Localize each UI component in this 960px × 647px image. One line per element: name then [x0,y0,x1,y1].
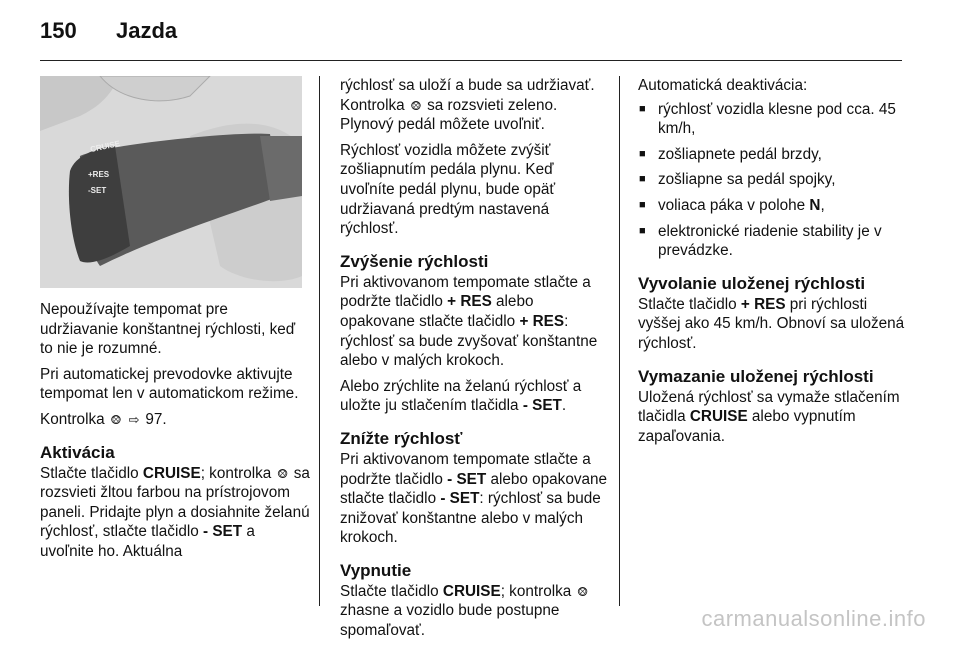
paragraph-continue [340,76,610,135]
paragraph-increase-pedal: Rýchlosť vozidla môžete zvýšiť zošliapnutím pedála plynu. Keď uvoľníte pedál plynu, bude opäť udržiavaná predtým nastavená rýchlosť. [340,141,556,238]
cruise-control-icon: ⨷ [410,97,422,113]
list-item: ■ zošliapne sa pedál spojky, [638,170,908,190]
text: a uvoľnite ho. Aktuálna [40,523,255,560]
indicator-ref-text: Kontrolka [40,410,105,428]
paragraph-vymazanie [638,388,908,447]
text: alebo vypnutím zapaľovania. [638,408,856,445]
list-item: ■ zošliapnete pedál brzdy, [638,145,908,165]
text: sa rozsvieti zeleno. Plynový pedál môžete uvoľniť. [340,96,558,134]
button-name-cruise: CRUISE [442,582,501,600]
text: , [820,196,825,214]
cruise-control-icon: ⨷ [110,411,122,427]
paragraph-aktivacia [40,464,310,562]
heading-vymazanie: Vymazanie uloženej rýchlosti [638,366,874,386]
text: zhasne a vozidlo bude postupne spomaľovať. [340,602,560,640]
deactivation-list [638,100,908,261]
button-name-res: + RES [740,295,786,313]
list-item [638,196,908,216]
watermark: carmanualsonline.info [701,606,926,631]
paragraph-znizte [340,450,610,548]
lever-drawing [40,76,302,288]
paragraph-indicator-ref [40,410,310,430]
cruise-control-icon: ⨷ [577,583,588,599]
text: Uložená rýchlosť sa vymaže stlačením tlačidla [638,388,900,426]
paragraph-intro: Nepoužívajte tempomat pre udržiavanie konštantnej rýchlosti, keď to nie je rozumné. [40,301,296,358]
button-name-res: + RES [447,293,492,311]
heading-vypnutie: Vypnutie [340,560,412,580]
text: voliaca páka v polohe [658,196,806,214]
column-1 [40,300,310,568]
text: : rýchlosť sa bude zvyšovať konštantne alebo v malých krokoch. [340,312,598,370]
button-name-cruise: CRUISE [142,464,201,482]
text: Alebo zrýchlite na želanú rýchlosť a uložte ju stlačením tlačidla [340,377,582,415]
gear-position-n: N [809,196,821,214]
column-divider [619,76,620,606]
page-ref-number: 97. [145,410,167,428]
page-number: 150 [40,18,77,43]
heading-znizte: Znížte rýchlosť [340,428,463,448]
lever-label-cruise: CRUISE [89,138,121,155]
button-name-cruise: CRUISE [689,408,748,426]
text: alebo opakovane stlačte tlačidlo [340,293,534,330]
page-title: Jazda [116,18,178,43]
button-name-set: - SET [440,490,480,508]
list-item: ■ elektronické riadenie stability je v prevádzke. [638,222,908,261]
lever-label-res: +RES [88,170,110,179]
text: Pri aktivovanom tempomate stlačte a podržte tlačidlo [340,273,591,311]
button-name-set: - SET [447,470,487,488]
button-name-set: - SET [522,397,562,415]
text: ; kontrolka [500,582,572,600]
column-2 [340,76,610,647]
text: ; kontrolka [200,464,272,482]
text: rýchlosť sa uloží a bude sa udržiavať. Kontrolka [340,77,595,114]
page-reference-arrow-icon: ⇨ [128,411,140,427]
button-name-set: - SET [203,523,243,541]
paragraph-auto-deactivation: Automatická deaktivácia: [638,77,808,94]
lever-label-set: -SET [88,186,107,195]
paragraph-zvysenie [340,273,610,371]
column-divider [319,76,320,606]
heading-zvysenie: Zvýšenie rýchlosti [340,251,489,271]
text: Pri aktivovanom tempomate stlačte a podržte tlačidlo [340,450,591,488]
paragraph-zrychlite [340,377,610,416]
column-3 [638,76,908,452]
header-divider [40,60,902,61]
button-name-res: + RES [519,312,565,330]
text: alebo opakovane stlačte tlačidlo [340,470,608,508]
text: Stlačte tlačidlo [340,582,439,600]
list-item: ■ rýchlosť vozidla klesne pod cca. 45 km/h, [638,100,908,139]
heading-vyvolanie: Vyvolanie uloženej rýchlosti [638,273,866,293]
paragraph-vypnutie [340,582,610,641]
text: sa rozsvieti žltou farbou na prístrojovom paneli. Pridajte plyn a dosiahnite želanú rýchlosť, stlačte tlačidlo [40,464,310,541]
paragraph-vyvolanie [638,295,908,354]
text: Stlačte tlačidlo [638,295,737,313]
text: . [561,397,567,415]
paragraph-automatic: Pri automatickej prevodovke aktivujte tempomat len v automatickom režime. [40,365,299,403]
cruise-control-icon: ⨷ [277,465,288,481]
text: pri rýchlosti vyššej ako 45 km/h. Obnoví sa uložená rýchlosť. [638,295,905,352]
heading-aktivacia: Aktivácia [40,442,115,462]
text: Stlačte tlačidlo [40,464,139,482]
cruise-lever-illustration [40,76,302,288]
text: : rýchlosť sa bude znižovať konštantne alebo v malých krokoch. [340,490,601,547]
